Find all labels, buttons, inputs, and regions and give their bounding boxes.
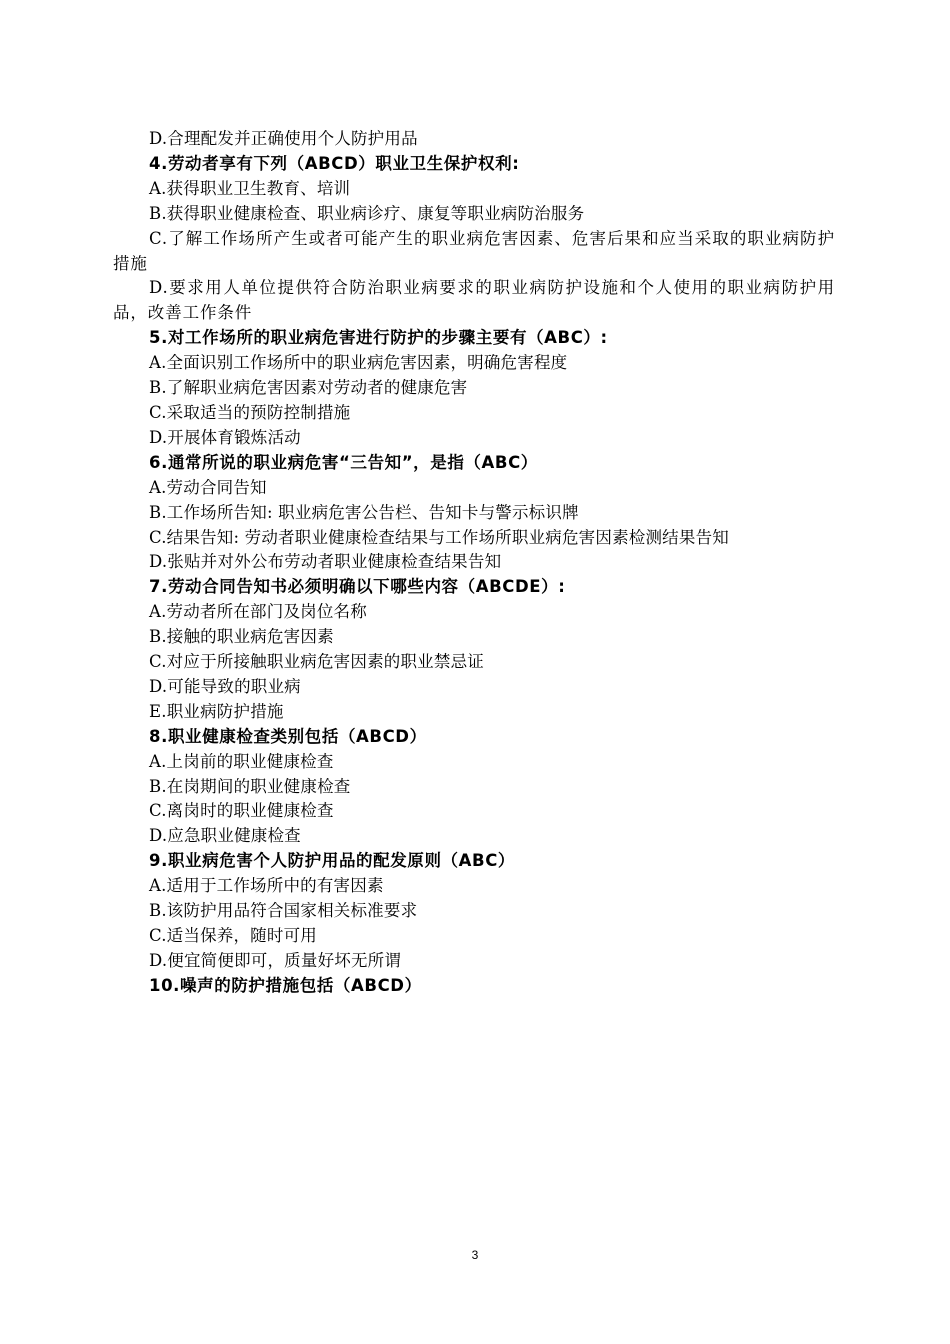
question-9: 9.职业病危害个人防护用品的配发原则（ABC） — [149, 851, 516, 871]
option-text: C.适当保养，随时可用 — [149, 926, 317, 945]
option-text: D.便宜简便即可，质量好坏无所谓 — [149, 950, 402, 970]
option-text: A.上岗前的职业健康检查 — [149, 751, 334, 771]
option-text: D.张贴并对外公布劳动者职业健康检查结果告知 — [149, 552, 502, 572]
option-text: E.职业病防护措施 — [149, 701, 284, 721]
option-text: D.合理配发并正确使用个人防护用品 — [149, 129, 418, 148]
option-text: C.了解工作场所产生或者可能产生的职业病危害因素、危害后果和应当采取的职业病防护措施 — [113, 228, 835, 273]
page-number: 3 — [471, 1248, 479, 1262]
question-10: 10.噪声的防护措施包括（ABCD） — [149, 975, 422, 995]
option-text: B.在岗期间的职业健康检查 — [149, 776, 351, 796]
option-text: A.获得职业卫生教育、培训 — [149, 178, 351, 198]
question-7: 7.劳动合同告知书必须明确以下哪些内容（ABCDE）: — [149, 577, 566, 597]
option-text: B.获得职业健康检查、职业病诊疗、康复等职业病防治服务 — [149, 203, 585, 223]
option-text: B.工作场所告知: 职业病危害公告栏、告知卡与警示标识牌 — [149, 502, 579, 522]
option-text: A.全面识别工作场所中的职业病危害因素，明确危害程度 — [149, 353, 568, 373]
option-text: A.劳动者所在部门及岗位名称 — [149, 602, 367, 622]
question-5: 5.对工作场所的职业病危害进行防护的步骤主要有（ABC）: — [149, 328, 608, 348]
option-text: D.要求用人单位提供符合防治职业病要求的职业病防护设施和个人使用的职业病防护用品，改善工作条件 — [113, 278, 835, 323]
option-text: D.可能导致的职业病 — [149, 676, 301, 696]
option-text: B.接触的职业病危害因素 — [149, 627, 334, 647]
option-text: C.采取适当的预防控制措施 — [149, 402, 351, 422]
question-4: 4.劳动者享有下列（ABCD）职业卫生保护权利: — [149, 153, 520, 173]
option-text: D.应急职业健康检查 — [149, 826, 301, 846]
option-text: D.开展体育锻炼活动 — [149, 427, 301, 447]
option-text: C.对应于所接触职业病危害因素的职业禁忌证 — [149, 652, 484, 672]
option-text: A.劳动合同告知 — [149, 477, 267, 497]
option-text: B.该防护用品符合国家相关标准要求 — [149, 901, 418, 921]
question-8: 8.职业健康检查类别包括（ABCD） — [149, 726, 427, 746]
option-text: C.结果告知: 劳动者职业健康检查结果与工作场所职业病危害因素检测结果告知 — [149, 527, 729, 547]
option-text: A.适用于工作场所中的有害因素 — [149, 876, 384, 896]
option-text: C.离岗时的职业健康检查 — [149, 801, 334, 821]
question-6: 6.通常所说的职业病危害“三告知”，是指（ABC） — [149, 452, 538, 472]
option-text: B.了解职业病危害因素对劳动者的健康危害 — [149, 378, 468, 398]
document-body — [113, 127, 835, 999]
